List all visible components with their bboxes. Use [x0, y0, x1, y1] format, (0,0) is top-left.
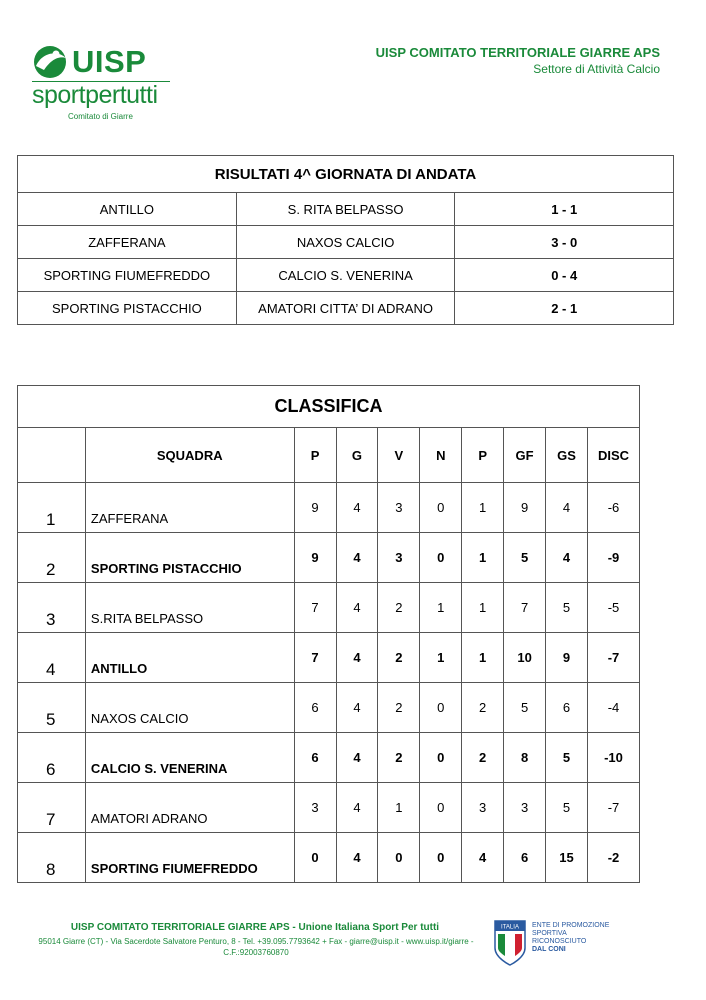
results-table	[17, 155, 674, 325]
standings-row	[18, 683, 640, 733]
standings-row	[18, 483, 640, 533]
team-name: NAXOS CALCIO	[85, 683, 294, 733]
points: 6	[294, 683, 336, 733]
standings-table	[17, 385, 640, 883]
match-score: 3 - 0	[455, 226, 674, 259]
match-row	[18, 292, 674, 325]
header-pos	[18, 428, 86, 483]
coni-line: SPORTIVA	[532, 930, 567, 937]
team-name: ANTILLO	[85, 633, 294, 683]
lost: 1	[462, 533, 504, 583]
results-title: RISULTATI 4^ GIORNATA DI ANDATA	[18, 156, 674, 193]
position: 1	[18, 483, 86, 533]
coni-line: DAL CONI	[532, 946, 566, 953]
drawn: 0	[420, 483, 462, 533]
goals-for: 7	[504, 583, 546, 633]
coni-line: RICONOSCIUTO	[532, 938, 587, 945]
played: 4	[336, 533, 378, 583]
won: 3	[378, 483, 420, 533]
match-row	[18, 193, 674, 226]
goals-for: 8	[504, 733, 546, 783]
lost: 2	[462, 683, 504, 733]
goals-for: 5	[504, 533, 546, 583]
played: 4	[336, 483, 378, 533]
coni-text	[532, 922, 609, 954]
drawn: 0	[420, 733, 462, 783]
points: 6	[294, 733, 336, 783]
header-team: SQUADRA	[85, 428, 294, 483]
coni-line: ENTE DI PROMOZIONE	[532, 922, 610, 929]
uisp-logo	[30, 40, 180, 125]
played: 4	[336, 583, 378, 633]
coni-badge	[494, 920, 614, 970]
played: 4	[336, 783, 378, 833]
goals-against: 4	[546, 533, 588, 583]
uisp-emblem-icon	[30, 42, 70, 82]
match-score: 1 - 1	[455, 193, 674, 226]
lost: 4	[462, 833, 504, 883]
position: 5	[18, 683, 86, 733]
standings-header-row	[18, 428, 640, 483]
drawn: 1	[420, 583, 462, 633]
won: 2	[378, 683, 420, 733]
team-name: S.RITA BELPASSO	[85, 583, 294, 633]
points: 9	[294, 533, 336, 583]
points: 0	[294, 833, 336, 883]
won: 2	[378, 583, 420, 633]
header-won: V	[378, 428, 420, 483]
discipline: -10	[587, 733, 639, 783]
header-goals-for: GF	[504, 428, 546, 483]
standings-row	[18, 783, 640, 833]
won: 2	[378, 633, 420, 683]
standings-row	[18, 733, 640, 783]
won: 0	[378, 833, 420, 883]
team-name: AMATORI ADRANO	[85, 783, 294, 833]
goals-for: 9	[504, 483, 546, 533]
points: 7	[294, 633, 336, 683]
played: 4	[336, 733, 378, 783]
header-points: P	[294, 428, 336, 483]
drawn: 0	[420, 833, 462, 883]
org-title: UISP COMITATO TERRITORIALE GIARRE APS	[375, 45, 660, 60]
header-played: G	[336, 428, 378, 483]
italia-shield-icon	[494, 920, 526, 966]
goals-against: 5	[546, 583, 588, 633]
coni-badge-label: ITALIA	[501, 924, 519, 931]
lost: 1	[462, 633, 504, 683]
goals-against: 5	[546, 733, 588, 783]
discipline: -9	[587, 533, 639, 583]
goals-against: 9	[546, 633, 588, 683]
discipline: -7	[587, 633, 639, 683]
away-team: S. RITA BELPASSO	[236, 193, 455, 226]
goals-for: 6	[504, 833, 546, 883]
header-discipline: DISC	[587, 428, 639, 483]
away-team: NAXOS CALCIO	[236, 226, 455, 259]
played: 4	[336, 683, 378, 733]
match-score: 0 - 4	[455, 259, 674, 292]
position: 3	[18, 583, 86, 633]
drawn: 1	[420, 633, 462, 683]
points: 7	[294, 583, 336, 633]
won: 2	[378, 733, 420, 783]
goals-against: 5	[546, 783, 588, 833]
home-team: ANTILLO	[18, 193, 237, 226]
drawn: 0	[420, 783, 462, 833]
home-team: ZAFFERANA	[18, 226, 237, 259]
lost: 1	[462, 483, 504, 533]
away-team: AMATORI CITTA’ DI ADRANO	[236, 292, 455, 325]
goals-against: 15	[546, 833, 588, 883]
logo-wordmark: UISP	[72, 44, 147, 79]
points: 3	[294, 783, 336, 833]
lost: 1	[462, 583, 504, 633]
match-row	[18, 259, 674, 292]
logo-committee: Comitato di Giarre	[68, 112, 133, 121]
points: 9	[294, 483, 336, 533]
standings-title: CLASSIFICA	[18, 386, 640, 428]
home-team: SPORTING PISTACCHIO	[18, 292, 237, 325]
logo-tagline: sportpertutti	[32, 81, 158, 109]
discipline: -2	[587, 833, 639, 883]
goals-for: 10	[504, 633, 546, 683]
away-team: CALCIO S. VENERINA	[236, 259, 455, 292]
footer-title: UISP COMITATO TERRITORIALE GIARRE APS - Unione Italiana Sport Per tutti	[70, 922, 440, 933]
position: 6	[18, 733, 86, 783]
standings-row	[18, 833, 640, 883]
drawn: 0	[420, 683, 462, 733]
team-name: SPORTING FIUMEFREDDO	[85, 833, 294, 883]
standings-row	[18, 583, 640, 633]
played: 4	[336, 633, 378, 683]
discipline: -5	[587, 583, 639, 633]
org-subtitle: Settore di Attività Calcio	[533, 62, 660, 76]
discipline: -4	[587, 683, 639, 733]
standings-row	[18, 533, 640, 583]
lost: 2	[462, 733, 504, 783]
position: 4	[18, 633, 86, 683]
header-lost: P	[462, 428, 504, 483]
home-team: SPORTING FIUMEFREDDO	[18, 259, 237, 292]
match-score: 2 - 1	[455, 292, 674, 325]
lost: 3	[462, 783, 504, 833]
goals-for: 5	[504, 683, 546, 733]
goals-for: 3	[504, 783, 546, 833]
discipline: -6	[587, 483, 639, 533]
goals-against: 6	[546, 683, 588, 733]
discipline: -7	[587, 783, 639, 833]
footer-address: 95014 Giarre (CT) - Via Sacerdote Salvatore Penturo, 8 - Tel. +39.095.7793642 + Fax - giarre@uisp.it - www.uisp.it/giarre - C.F.:92003760870	[38, 937, 474, 957]
header-drawn: N	[420, 428, 462, 483]
won: 1	[378, 783, 420, 833]
team-name: ZAFFERANA	[85, 483, 294, 533]
played: 4	[336, 833, 378, 883]
position: 2	[18, 533, 86, 583]
team-name: SPORTING PISTACCHIO	[85, 533, 294, 583]
drawn: 0	[420, 533, 462, 583]
position: 8	[18, 833, 86, 883]
standings-row	[18, 633, 640, 683]
goals-against: 4	[546, 483, 588, 533]
header-goals-against: GS	[546, 428, 588, 483]
won: 3	[378, 533, 420, 583]
position: 7	[18, 783, 86, 833]
team-name: CALCIO S. VENERINA	[85, 733, 294, 783]
match-row	[18, 226, 674, 259]
